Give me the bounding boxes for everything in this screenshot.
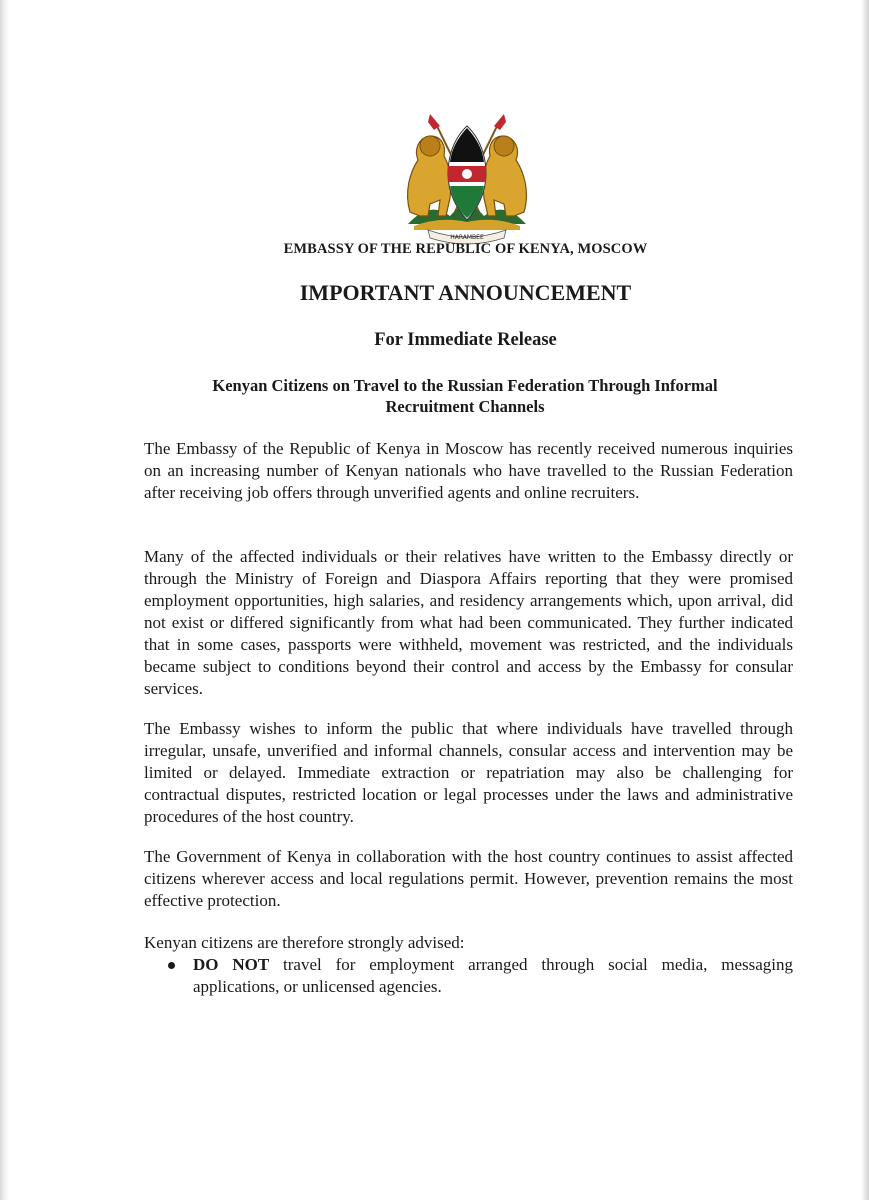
advice-intro: Kenyan citizens are therefore strongly advised: <box>144 933 465 952</box>
body-paragraph-4: The Government of Kenya in collaboration with the host country continues to assist affected citizens wherever access and local regulations permit. However, prevention remains the most effective protection. <box>144 847 793 910</box>
advice-item <box>165 954 793 998</box>
kenya-coat-of-arms-icon <box>400 112 534 246</box>
bullet-icon <box>168 962 175 969</box>
body-paragraph-1: The Embassy of the Republic of Kenya in Moscow has recently received numerous inquiries on an increasing number of Kenyan nationals who have travelled to the Russian Federation after receiving job offers through unverified agents and online recruiters. <box>144 439 793 502</box>
emblem-motto: HARAMBEE <box>450 234 484 241</box>
body-paragraph-3: The Embassy wishes to inform the public that where individuals have travelled through irregular, unsafe, unverified and informal channels, consular access and intervention may be limited or delayed. Immediate extraction or repatriation may also be challenging for contractual disputes, restricted location or legal processes under the laws and administrative procedures of the host country. <box>144 719 793 826</box>
advice-list <box>165 954 793 998</box>
release-notice: For Immediate Release <box>374 330 557 350</box>
advice-emphasis: DO NOT <box>193 955 270 974</box>
advice-text: travel for employment arranged through social media, messaging applications, or unlicensed agencies. <box>193 955 793 996</box>
title-line-1: Kenyan Citizens on Travel to the Russian Federation Through Informal <box>212 376 718 395</box>
announcement-headline: IMPORTANT ANNOUNCEMENT <box>299 280 632 305</box>
body-paragraph-2: Many of the affected individuals or their relatives have written to the Embassy directly or through the Ministry of Foreign and Diaspora Affairs reporting that they were promised employment opportunities, high salaries, and residency arrangements which, upon arrival, did not exist or differed significantly from what had been communicated. They further indicated that in some cases, passports were withheld, movement was restricted, and the individuals became subject to conditions beyond their control and access by the Embassy for consular services. <box>144 547 793 698</box>
announcement-title <box>175 375 755 417</box>
paper-shadow-right <box>861 0 869 1200</box>
title-line-2: Recruitment Channels <box>385 397 545 416</box>
paper-shadow-left <box>0 0 10 1200</box>
embassy-name: EMBASSY OF THE REPUBLIC OF KENYA, MOSCOW <box>283 241 648 257</box>
